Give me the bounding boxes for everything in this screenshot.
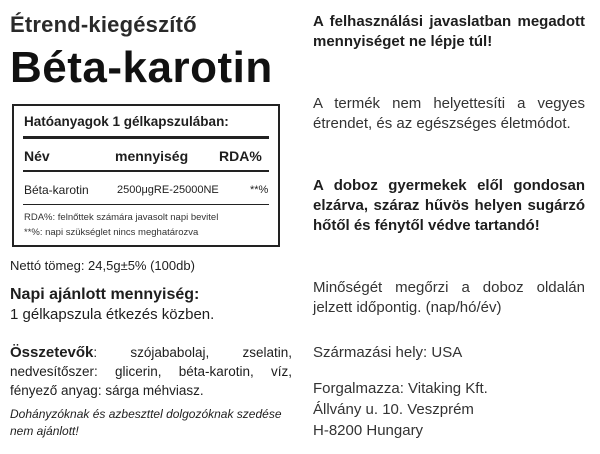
origin: Származási hely: USA (313, 344, 463, 361)
table-cell-name: Béta-karotin (24, 183, 89, 197)
distributor-line: Állvány u. 10. Veszprém (313, 401, 474, 418)
product-subtitle: Étrend-kiegészítő (10, 12, 197, 37)
daily-dose-value: 1 gélkapszula étkezés közben. (10, 306, 215, 323)
nutrition-table (12, 104, 280, 247)
column-header-amount: mennyiség (115, 148, 189, 164)
table-cell-amount: 2500μgRE-25000NE (117, 184, 219, 196)
ingredients (10, 343, 292, 400)
table-footnote: **%: napi szükséglet nincs meghatározva (24, 227, 199, 238)
nutrition-table-heading: Hatóanyagok 1 gélkapszulában: (24, 114, 229, 129)
net-weight: Nettó tömeg: 24,5g±5% (100db) (10, 258, 195, 273)
ingredients-heading: Összetevők (10, 344, 94, 361)
daily-dose-heading: Napi ajánlott mennyiség: (10, 286, 200, 303)
product-title: Béta-karotin (10, 43, 273, 92)
distributor (313, 378, 585, 441)
ingredients-text: : szójababolaj, zselatin, nedvesítőszer: glicerin, béta-karotin, víz, fényező anyag: sárga méhviasz. (10, 345, 292, 398)
column-header-name: Név (24, 148, 50, 164)
table-footnote: RDA%: felnőttek számára javasolt napi bevitel (24, 212, 219, 223)
table-divider (23, 204, 269, 205)
table-cell-rda: **% (250, 184, 269, 196)
table-divider (23, 170, 269, 172)
dose-warning: A felhasználási javaslatban megadott mennyiséget ne lépje túl! (313, 13, 585, 50)
column-header-rda: RDA% (219, 148, 262, 164)
distributor-line: Forgalmazza: Vitaking Kft. (313, 380, 488, 397)
storage-instructions: A doboz gyermekek elől gondosan elzárva, száraz hűvös helyen sugárzó hőtől és fénytől védve tartandó! (313, 177, 585, 234)
smokers-warning: Dohányzóknak és azbeszttel dolgozóknak szedése nem ajánlott! (10, 407, 282, 438)
best-before: Minőségét megőrzi a doboz oldalán jelzett időpontig. (nap/hó/év) (313, 279, 585, 316)
distributor-line: H-8200 Hungary (313, 422, 424, 439)
diet-note: A termék nem helyettesíti a vegyes étrendet, és az egészséges életmódot. (313, 95, 585, 132)
table-divider (23, 136, 269, 139)
